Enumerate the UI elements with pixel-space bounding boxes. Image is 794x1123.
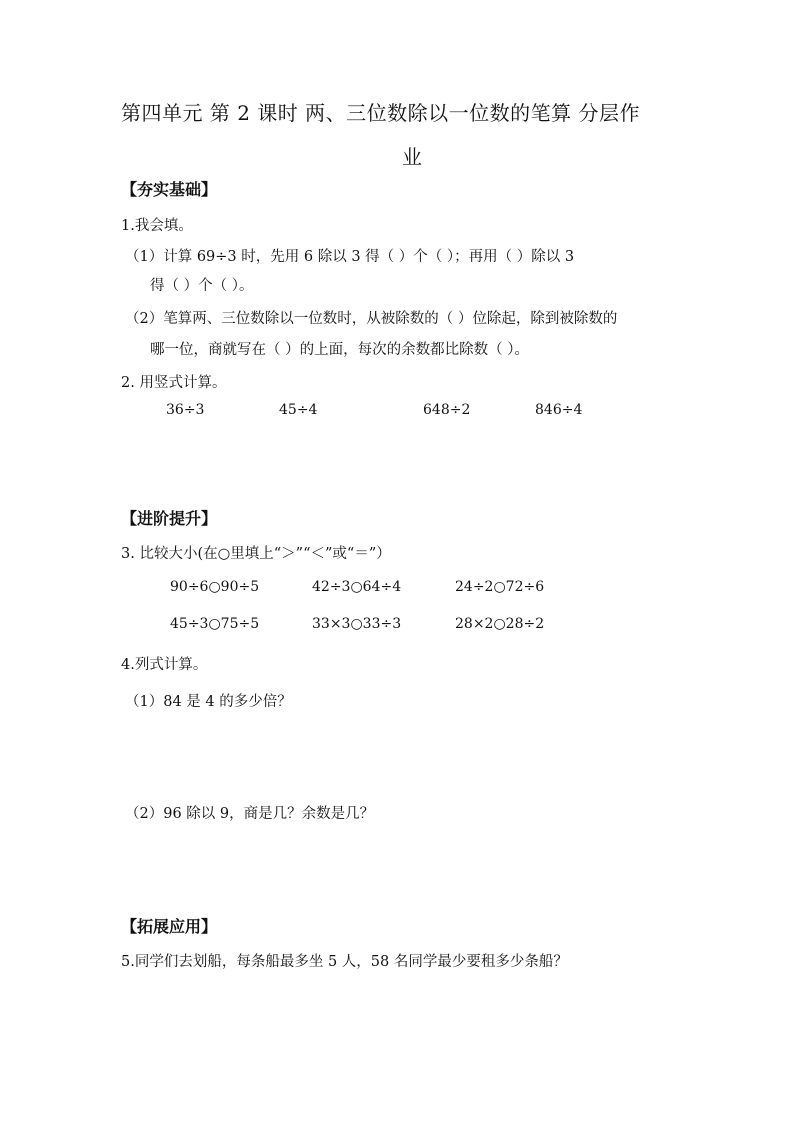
question-2-label: 2. 用竖式计算。 (121, 375, 227, 391)
page-title-continued: 业 (402, 145, 423, 169)
compare-item-4: 45÷3○75÷5 (170, 616, 260, 632)
question-4-2: （2）96 除以 9，商是几？余数是几？ (125, 806, 375, 822)
compare-item-5: 33×3○33÷3 (312, 616, 402, 632)
compare-item-3: 24÷2○72÷6 (455, 579, 545, 595)
section-heading-basics: 【夯实基础】 (121, 180, 218, 199)
section-heading-advanced: 【进阶提升】 (121, 509, 218, 528)
question-1-1-line1: （1）计算 69÷3 时，先用 6 除以 3 得（ ）个（ ）；再用（ ）除以 3 (125, 249, 575, 265)
compare-item-2: 42÷3○64÷4 (312, 579, 402, 595)
question-1-label: 1.我会填。 (121, 218, 193, 234)
page-title: 第四单元 第 2 课时 两、三位数除以一位数的笔算 分层作 (121, 101, 641, 125)
vertical-calc-problem-3: 648÷2 (423, 402, 471, 418)
section-heading-extension: 【拓展应用】 (121, 917, 218, 936)
compare-item-1: 90÷6○90÷5 (170, 579, 260, 595)
question-5-label: 5.同学们去划船，每条船最多坐 5 人，58 名同学最少要租多少条船？ (121, 954, 568, 970)
vertical-calc-problem-2: 45÷4 (279, 402, 318, 418)
question-3-label: 3. 比较大小(在○里填上“＞”“＜”或“＝”） (121, 546, 391, 562)
vertical-calc-problem-4: 846÷4 (535, 402, 583, 418)
question-4-label: 4.列式计算。 (121, 657, 208, 673)
question-1-2-line2: 哪一位，商就写在（ ）的上面，每次的余数都比除数（ ）。 (150, 342, 529, 358)
compare-item-6: 28×2○28÷2 (455, 616, 545, 632)
question-1-2-line1: （2）笔算两、三位数除以一位数时，从被除数的（ ）位除起，除到被除数的 (125, 311, 618, 327)
question-4-1: （1）84 是 4 的多少倍？ (125, 694, 292, 710)
vertical-calc-problem-1: 36÷3 (166, 402, 205, 418)
question-1-1-line2: 得（ ）个（ ）。 (150, 278, 254, 294)
